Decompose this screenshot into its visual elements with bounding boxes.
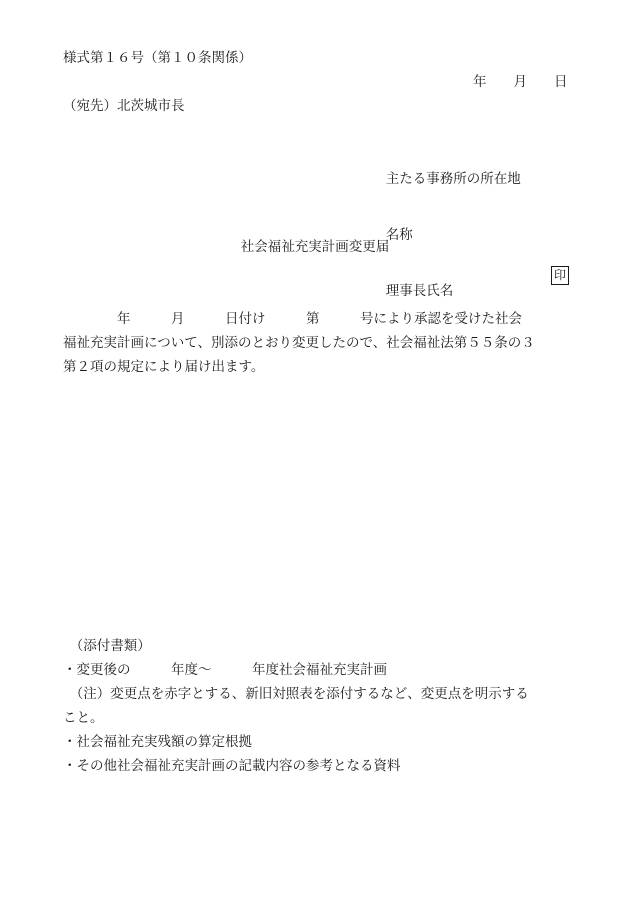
attachments-heading: （添付書類） [63, 638, 151, 654]
body-line-3: 第２項の規定により届け出ます。 [63, 359, 265, 375]
attachment-item-basis: ・社会福祉充実残額の算定根拠 [63, 734, 252, 750]
attachment-note-line-2: こと。 [63, 710, 104, 726]
date-line: 年 月 日 [473, 74, 568, 90]
applicant-name-row [360, 211, 521, 243]
attachment-item-reference: ・その他社会福祉充実計画の記載内容の参考となる資料 [63, 758, 401, 774]
applicant-block [360, 122, 566, 324]
form-number: 様式第１６号（第１０条関係） [63, 50, 252, 66]
attachment-note-line-1: （注）変更点を赤字とする、新旧対照表を添付するなど、変更点を明示する [63, 686, 529, 702]
seal-box: 印 [551, 266, 569, 285]
attachment-item-plan: ・変更後の 年度～ 年度社会福祉充実計画 [63, 662, 387, 678]
applicant-address-label: 主たる事務所の所在地 [385, 170, 521, 187]
body-line-2: 福祉充実計画について、別添のとおり変更したので、社会福祉法第５５条の３ [63, 335, 535, 351]
body-line-1: 年 月 日付け 第 号により承認を受けた社会 [63, 311, 522, 327]
applicant-address-row [360, 154, 521, 187]
applicant-chairman-label: 理事長氏名 [385, 283, 454, 300]
addressee: （宛先）北茨城市長 [63, 98, 185, 114]
attachments-section [63, 634, 583, 778]
applicant-name-label: 名称 [385, 226, 413, 243]
body-paragraph [63, 307, 583, 379]
document-title: 社会福祉充実計画変更届 [240, 239, 390, 255]
applicant-chairman-row [360, 267, 566, 300]
